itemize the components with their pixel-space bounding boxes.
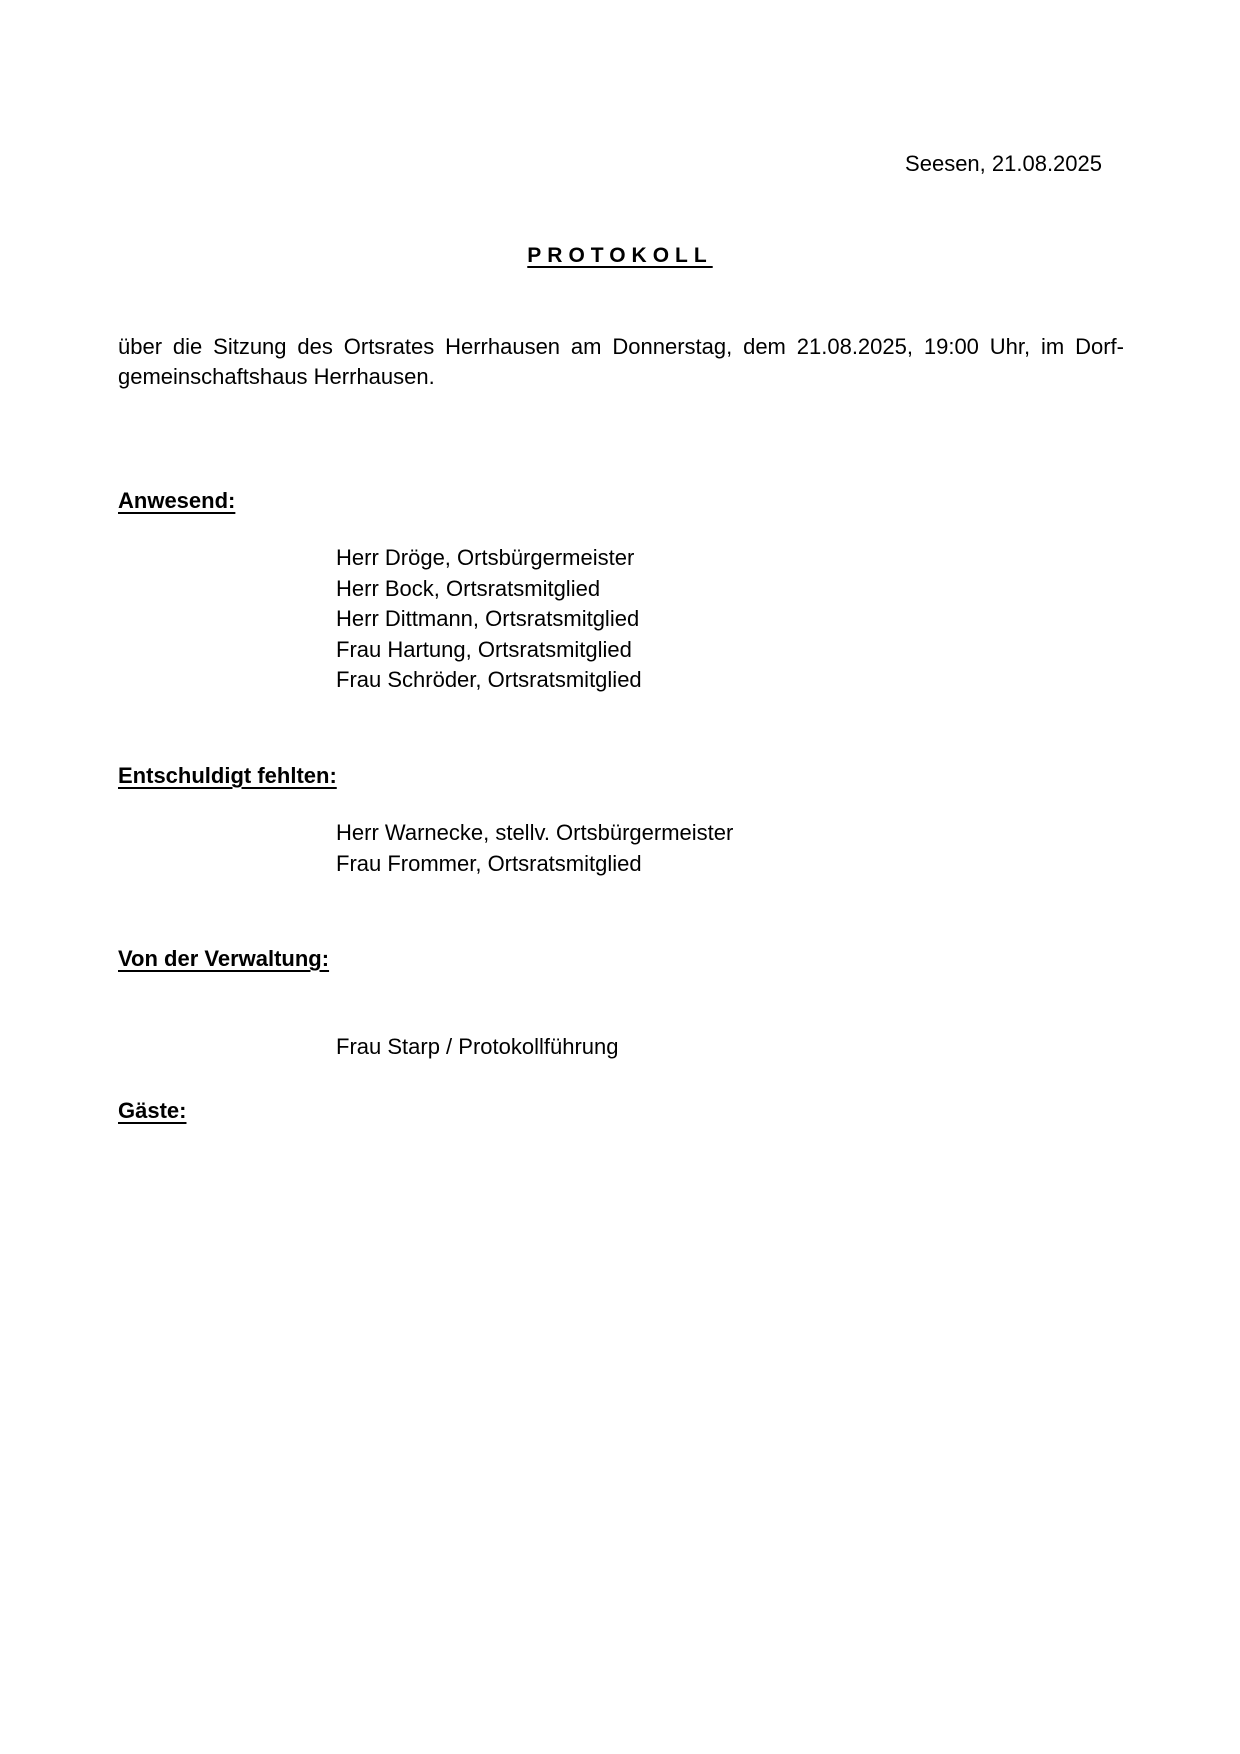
excused-heading: Entschuldigt fehlten: [118,763,337,788]
list-item: Herr Dittmann, Ortsratsmitglied [336,606,640,631]
list-item: Frau Schröder, Ortsratsmitglied [336,667,642,692]
place-date: Seesen, 21.08.2025 [905,151,1102,176]
administration-list [336,1032,618,1063]
administration-heading: Von der Verwaltung: [118,946,330,971]
guests-heading: Gäste: [118,1098,187,1123]
list-item: Herr Warnecke, stellv. Ortsbürgermeister [336,820,734,845]
excused-list [336,818,733,879]
document-title [0,242,1240,270]
present-heading: Anwesend: [118,488,236,513]
document-title-text: PROTOKOLL [527,244,713,267]
list-item: Frau Frommer, Ortsratsmitglied [336,850,642,876]
present-list [336,543,642,696]
list-item: Frau Starp / Protokollführung [336,1034,619,1059]
list-item: Frau Hartung, Ortsratsmitglied [336,636,632,662]
intro-paragraph: über die Sitzung des Ortsrates Herrhausen am Donnerstag, dem 21.08.2025, 19:00 Uhr, im Dorf-gemeinschaftshaus Herrhausen. [118,334,1124,389]
list-item: Herr Dröge, Ortsbürgermeister [336,545,635,570]
list-item: Herr Bock, Ortsratsmitglied [336,575,601,601]
